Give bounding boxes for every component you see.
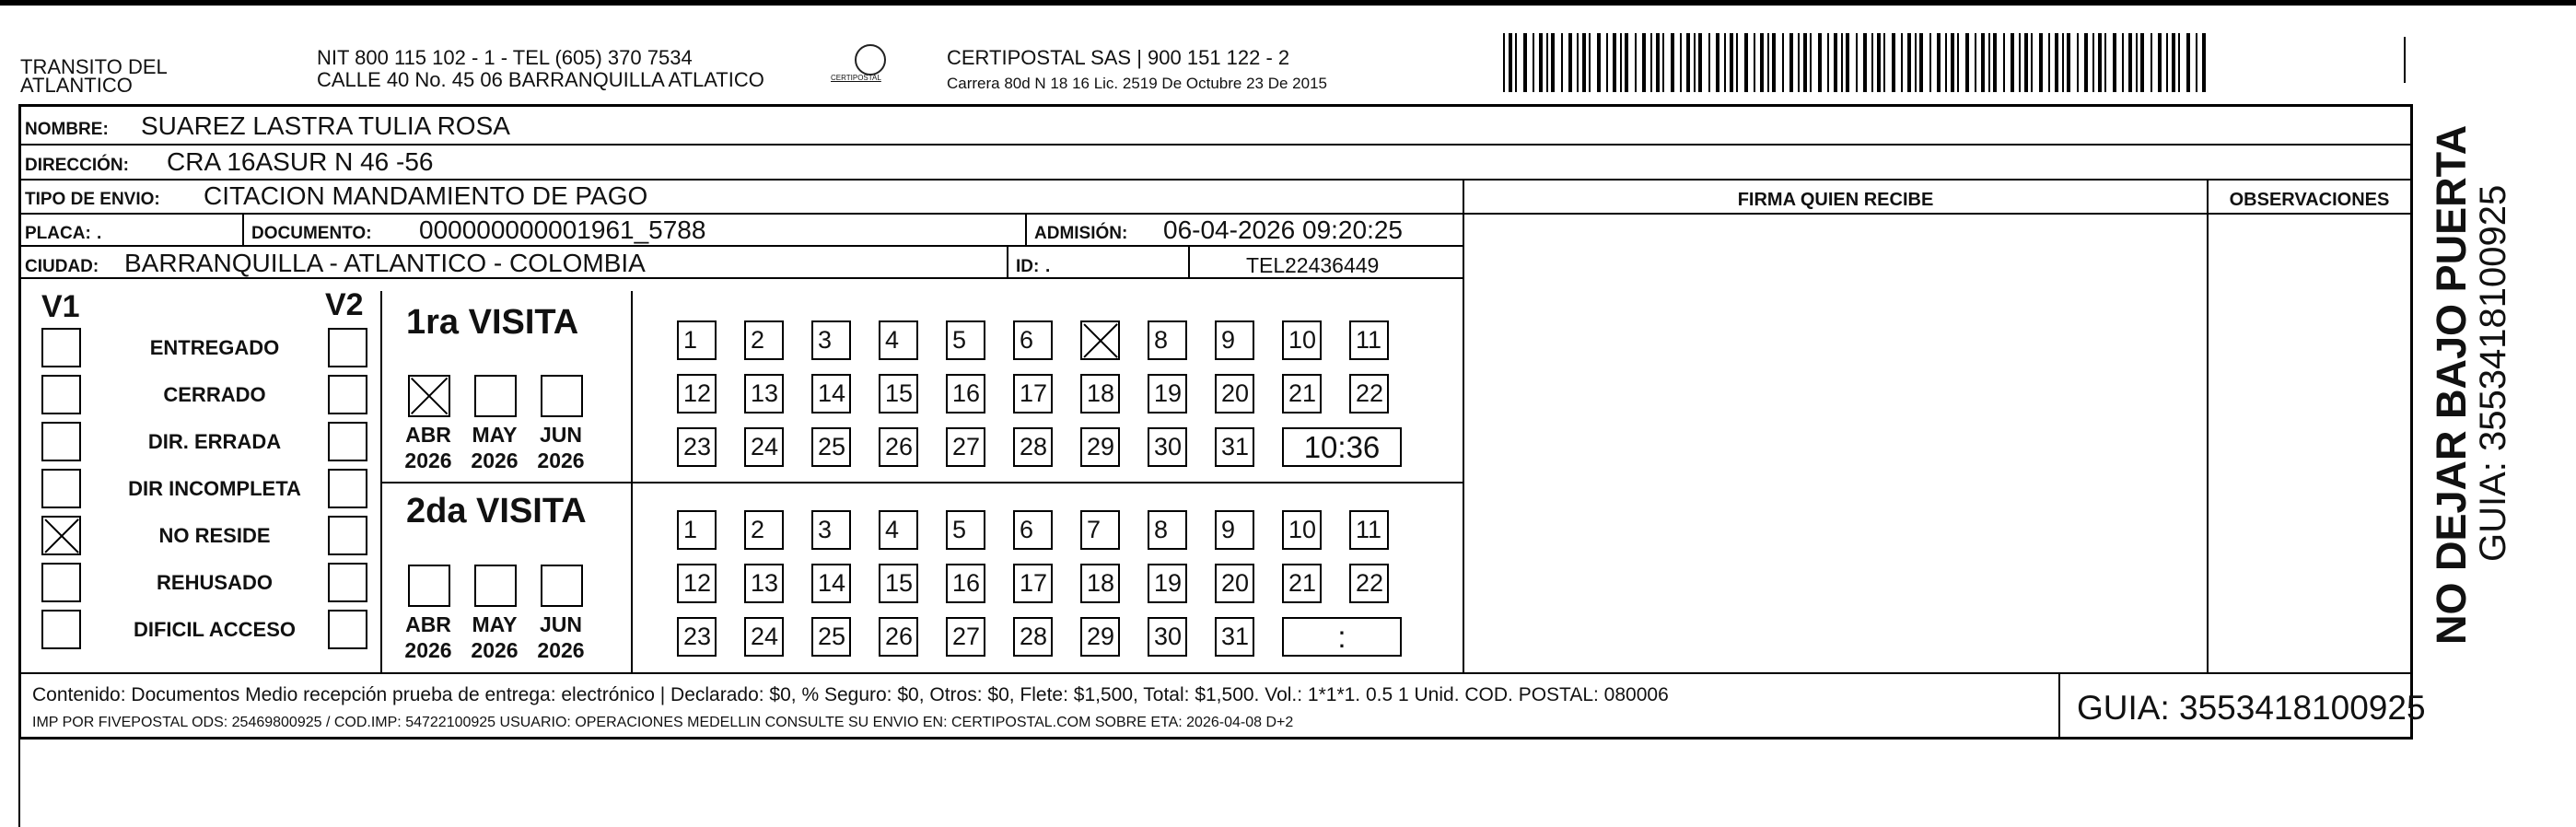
- second-visit-time[interactable]: :: [1282, 617, 1402, 657]
- side-guia: GUIA: 3553418100925: [2473, 184, 2513, 562]
- second-visit-day-8[interactable]: 8: [1148, 510, 1187, 550]
- first-visit-day-6[interactable]: 6: [1013, 320, 1053, 360]
- v1-checkbox[interactable]: [41, 563, 81, 602]
- first-visit-day-24[interactable]: 24: [744, 427, 784, 467]
- second-visit-month-checkbox[interactable]: [541, 565, 583, 607]
- first-visit-day-21[interactable]: 21: [1282, 374, 1322, 414]
- v2-checkbox[interactable]: [328, 563, 367, 602]
- document-label: DOCUMENTO:: [251, 224, 372, 243]
- v2-checkbox[interactable]: [328, 328, 367, 367]
- name-value: SUAREZ LASTRA TULIA ROSA: [141, 111, 510, 140]
- second-visit-day-28[interactable]: 28: [1013, 617, 1053, 657]
- first-visit-day-31[interactable]: 31: [1215, 427, 1254, 467]
- footer-line2: IMP POR FIVEPOSTAL ODS: 25469800925 / COD.IMP: 54722100925 USUARIO: OPERACIONES MEDELLIN CONSULTE SU ENVIO EN: CERTIPOSTAL.COM SOBRE ETA: 2026-04-08 D+2: [32, 715, 1294, 730]
- city-value: BARRANQUILLA - ATLANTICO - COLOMBIA: [124, 249, 646, 277]
- status-option-label: REHUSADO: [157, 571, 273, 594]
- second-visit-year-label: 2026: [471, 638, 519, 662]
- first-visit-day-27[interactable]: 27: [946, 427, 985, 467]
- second-visit-day-2[interactable]: 2: [744, 510, 784, 550]
- v1-checkbox[interactable]: [41, 516, 81, 555]
- second-visit-day-26[interactable]: 26: [879, 617, 918, 657]
- v2-checkbox[interactable]: [328, 516, 367, 555]
- second-visit-day-15[interactable]: 15: [879, 564, 918, 603]
- v2-checkbox[interactable]: [328, 610, 367, 649]
- second-visit-month-label: MAY: [472, 612, 518, 636]
- footer-line1: Contenido: Documentos Medio recepción prueba de entrega: electrónico | Declarado: $0, % Seguro: $0, Otros: $0, Flete: $1,500, Total: $1,500. Vol.: 1*1*1. 0.5 1 Unid. COD. POSTAL: 080006: [32, 684, 1669, 705]
- id-label: ID:: [1016, 257, 1040, 276]
- address-value: CRA 16ASUR N 46 -56: [167, 147, 434, 176]
- second-visit-day-7[interactable]: 7: [1080, 510, 1120, 550]
- first-visit-day-23[interactable]: 23: [677, 427, 717, 467]
- v2-checkbox[interactable]: [328, 469, 367, 508]
- v1-checkbox[interactable]: [41, 469, 81, 508]
- v1-checkbox[interactable]: [41, 375, 81, 414]
- cut-mark: [2404, 37, 2406, 83]
- first-visit-month-label: JUN: [539, 423, 582, 447]
- second-visit-month-checkbox[interactable]: [474, 565, 517, 607]
- first-visit-day-29[interactable]: 29: [1080, 427, 1120, 467]
- second-visit-day-4[interactable]: 4: [879, 510, 918, 550]
- first-visit-day-28[interactable]: 28: [1013, 427, 1053, 467]
- tel-label: TEL:: [1246, 253, 1291, 277]
- second-visit-day-12[interactable]: 12: [677, 564, 717, 603]
- first-visit-day-5[interactable]: 5: [946, 320, 985, 360]
- name-label: NOMBRE:: [25, 120, 109, 139]
- first-visit-day-9[interactable]: 9: [1215, 320, 1254, 360]
- guia-number: GUIA: 3553418100925: [2077, 689, 2426, 727]
- second-visit-month-label: ABR: [405, 612, 451, 636]
- v1-checkbox[interactable]: [41, 610, 81, 649]
- v2-header: V2: [325, 287, 364, 322]
- first-visit-day-1[interactable]: 1: [677, 320, 717, 360]
- second-visit-day-31[interactable]: 31: [1215, 617, 1254, 657]
- second-visit-day-1[interactable]: 1: [677, 510, 717, 550]
- courier-line2: Carrera 80d N 18 16 Lic. 2519 De Octubre 23 De 2015: [947, 75, 1327, 92]
- second-visit-day-23[interactable]: 23: [677, 617, 717, 657]
- first-visit-day-17[interactable]: 17: [1013, 374, 1053, 414]
- second-visit-day-13[interactable]: 13: [744, 564, 784, 603]
- v1-header: V1: [41, 289, 80, 324]
- first-visit-day-11[interactable]: 11: [1349, 320, 1389, 360]
- first-visit-title: 1ra VISITA: [406, 303, 579, 342]
- tel-value: 22436449: [1285, 253, 1380, 277]
- address-label: DIRECCIÓN:: [25, 156, 129, 175]
- second-visit-day-10[interactable]: 10: [1282, 510, 1322, 550]
- type-label: TIPO DE ENVIO:: [25, 190, 160, 209]
- no-dejar-label: NO DEJAR BAJO PUERTA: [2428, 124, 2475, 645]
- second-visit-day-6[interactable]: 6: [1013, 510, 1053, 550]
- first-visit-year-label: 2026: [471, 448, 519, 472]
- second-visit-day-21[interactable]: 21: [1282, 564, 1322, 603]
- v2-checkbox[interactable]: [328, 375, 367, 414]
- second-visit-day-11[interactable]: 11: [1349, 510, 1389, 550]
- second-visit-day-24[interactable]: 24: [744, 617, 784, 657]
- plate-value: .: [97, 224, 102, 243]
- address-line: CALLE 40 No. 45 06 BARRANQUILLA ATLATICO: [317, 68, 764, 91]
- second-visit-day-14[interactable]: 14: [811, 564, 851, 603]
- logo-text: CERTIPOSTAL: [831, 74, 881, 82]
- first-visit-month-checkbox[interactable]: [408, 375, 450, 417]
- document-value: 000000000001961_5788: [419, 215, 706, 244]
- second-visit-day-19[interactable]: 19: [1148, 564, 1187, 603]
- v1-checkbox[interactable]: [41, 328, 81, 367]
- first-visit-year-label: 2026: [404, 448, 452, 472]
- org-name-line2: ATLANTICO: [20, 74, 133, 97]
- second-visit-title: 2da VISITA: [406, 492, 587, 530]
- first-visit-day-10[interactable]: 10: [1282, 320, 1322, 360]
- first-visit-day-22[interactable]: 22: [1349, 374, 1389, 414]
- first-visit-day-14[interactable]: 14: [811, 374, 851, 414]
- first-visit-month-checkbox[interactable]: [474, 375, 517, 417]
- first-visit-day-2[interactable]: 2: [744, 320, 784, 360]
- second-visit-day-17[interactable]: 17: [1013, 564, 1053, 603]
- second-visit-day-25[interactable]: 25: [811, 617, 851, 657]
- second-visit-day-22[interactable]: 22: [1349, 564, 1389, 603]
- top-border: [0, 0, 2576, 6]
- second-visit-day-20[interactable]: 20: [1215, 564, 1254, 603]
- second-visit-year-label: 2026: [404, 638, 452, 662]
- first-visit-day-18[interactable]: 18: [1080, 374, 1120, 414]
- courier-line1: CERTIPOSTAL SAS | 900 151 122 - 2: [947, 46, 1290, 69]
- barcode-icon: [1503, 33, 2208, 92]
- first-visit-day-13[interactable]: 13: [744, 374, 784, 414]
- status-panel: [21, 287, 376, 661]
- first-visit-day-30[interactable]: 30: [1148, 427, 1187, 467]
- second-visit-day-30[interactable]: 30: [1148, 617, 1187, 657]
- first-visit-day-4[interactable]: 4: [879, 320, 918, 360]
- signature-header: FIRMA QUIEN RECIBE: [1737, 190, 1934, 210]
- second-visit-day-29[interactable]: 29: [1080, 617, 1120, 657]
- second-visit-year-label: 2026: [537, 638, 585, 662]
- second-visit-day-5[interactable]: 5: [946, 510, 985, 550]
- second-visit-day-3[interactable]: 3: [811, 510, 851, 550]
- first-visit-day-12[interactable]: 12: [677, 374, 717, 414]
- status-option-label: DIR. ERRADA: [147, 430, 282, 453]
- v1-checkbox[interactable]: [41, 422, 81, 461]
- admission-label: ADMISIÓN:: [1034, 224, 1128, 243]
- status-option-label: ENTREGADO: [149, 336, 280, 359]
- plate-label: PLACA:: [25, 224, 91, 243]
- observations-header: OBSERVACIONES: [2229, 190, 2390, 210]
- first-visit-year-label: 2026: [537, 448, 585, 472]
- first-visit-time[interactable]: 10:36: [1282, 427, 1402, 467]
- status-option-label: CERRADO: [163, 383, 266, 406]
- first-visit-day-26[interactable]: 26: [879, 427, 918, 467]
- first-visit-day-3[interactable]: 3: [811, 320, 851, 360]
- status-option-label: DIFICIL ACCESO: [133, 618, 296, 641]
- first-visit-day-20[interactable]: 20: [1215, 374, 1254, 414]
- first-visit-month-label: MAY: [472, 423, 518, 447]
- first-visit-day-19[interactable]: 19: [1148, 374, 1187, 414]
- certipostal-logo-icon: [855, 44, 886, 76]
- delivery-form: [18, 104, 2426, 740]
- first-visit-day-25[interactable]: 25: [811, 427, 851, 467]
- org-name-line1: TRANSITO DEL: [20, 55, 168, 78]
- second-visit-day-18[interactable]: 18: [1080, 564, 1120, 603]
- first-visit-day-7[interactable]: [1080, 320, 1120, 360]
- id-value: .: [1045, 257, 1051, 276]
- second-visit-month-checkbox[interactable]: [408, 565, 450, 607]
- second-visit-day-16[interactable]: 16: [946, 564, 985, 603]
- status-option-label: NO RESIDE: [158, 524, 271, 547]
- first-visit-day-8[interactable]: 8: [1148, 320, 1187, 360]
- second-visit-month-label: JUN: [539, 612, 582, 636]
- type-value: CITACION MANDAMIENTO DE PAGO: [204, 181, 648, 210]
- first-visit-month-label: ABR: [405, 423, 451, 447]
- first-visit-day-16[interactable]: 16: [946, 374, 985, 414]
- nit-line: NIT 800 115 102 - 1 - TEL (605) 370 7534: [317, 46, 693, 69]
- admission-value: 06-04-2026 09:20:25: [1163, 215, 1403, 244]
- status-option-label: DIR INCOMPLETA: [128, 477, 301, 500]
- v2-checkbox[interactable]: [328, 422, 367, 461]
- city-label: CIUDAD:: [25, 257, 99, 276]
- first-visit-day-15[interactable]: 15: [879, 374, 918, 414]
- second-visit-day-27[interactable]: 27: [946, 617, 985, 657]
- first-visit-month-checkbox[interactable]: [541, 375, 583, 417]
- second-visit-day-9[interactable]: 9: [1215, 510, 1254, 550]
